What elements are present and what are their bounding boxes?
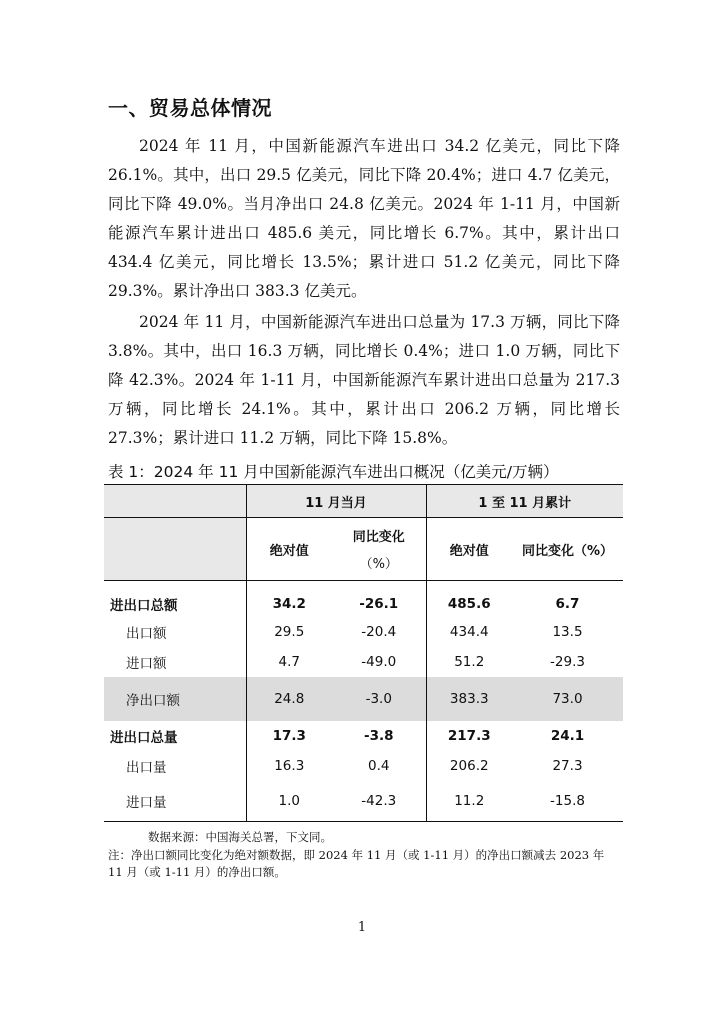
cell-value: 11.2	[426, 781, 512, 822]
table-row	[104, 751, 623, 781]
cell-value: 51.2	[426, 647, 512, 677]
cell-value: 434.4	[426, 617, 512, 647]
table-row	[104, 721, 623, 751]
footnote: 注：净出口额同比变化为绝对额数据，即 2024 年 11 月（或 1-11 月）的净出口额减去 2023 年 11 月（或 1-11 月）的净出口额。	[108, 848, 605, 879]
row-label: 进出口总量	[110, 730, 178, 746]
cell-value: 24.1	[550, 728, 585, 744]
table-row-highlighted	[104, 677, 623, 721]
cell-value: 485.6	[426, 581, 512, 618]
data-source-note: 数据来源：中国海关总署，下文同。	[148, 830, 332, 844]
cell-value: 24.8	[246, 677, 332, 721]
header-cumulative: 1 至 11 月累计	[426, 485, 623, 518]
cell-value: -3.0	[332, 677, 426, 721]
table-sub-header-row	[104, 518, 623, 581]
row-label: 出口量	[126, 760, 167, 776]
cell-value: -3.8	[363, 728, 394, 744]
row-label: 净出口额	[104, 677, 246, 721]
cell-value: 16.3	[246, 751, 332, 781]
table-row	[104, 581, 623, 618]
cell-value: 206.2	[426, 751, 512, 781]
row-label: 进口额	[126, 656, 167, 672]
cell-value: 34.2	[246, 581, 332, 618]
table-corner-cell-lower	[104, 518, 246, 581]
cell-value: 217.3	[426, 721, 512, 751]
trade-summary-table	[104, 484, 623, 822]
cell-value: 6.7	[555, 596, 580, 612]
header-yoy-unit: （%）	[359, 557, 398, 572]
cell-value: 29.5	[246, 617, 332, 647]
section-heading: 一、贸易总体情况	[108, 96, 272, 120]
header-yoy-change-cumulative: 同比变化（%）	[512, 518, 623, 581]
cell-value: -49.0	[361, 654, 397, 670]
cell-value: 1.0	[246, 781, 332, 822]
table-caption: 表 1：2024 年 11 月中国新能源汽车进出口概况（亿美元/万辆）	[108, 463, 559, 481]
cell-value: 73.0	[512, 677, 623, 721]
header-november: 11 月当月	[246, 485, 426, 518]
table-row	[104, 647, 623, 677]
table-corner-cell	[104, 485, 246, 518]
page-number: 1	[357, 920, 367, 935]
cell-value: -20.4	[361, 624, 397, 640]
header-abs-value: 绝对值	[246, 518, 332, 581]
cell-value: -42.3	[332, 781, 426, 822]
cell-value: 17.3	[246, 721, 332, 751]
cell-value: 383.3	[426, 677, 512, 721]
cell-value: 4.7	[246, 647, 332, 677]
paragraph-trade-volume: 2024 年 11 月，中国新能源汽车进出口总量为 17.3 万辆，同比下降 3.8%。其中，出口 16.3 万辆，同比增长 0.4%；进口 1.0 万辆，同比下降 42.3%。2024 年 1-11 月，中国新能源汽车累计进出口总量为 217.3 万辆，同比增长 24.1%。其中，累计出口 206.2 万辆，同比增长 27.3%；累计进口 11.2 万辆，同比下降 15.8%。	[108, 313, 620, 447]
header-abs-value-cumulative: 绝对值	[426, 518, 512, 581]
row-label: 出口额	[126, 626, 167, 642]
row-label: 进口量	[104, 781, 246, 822]
cell-value: -29.3	[550, 654, 585, 670]
row-label: 进出口总额	[110, 598, 178, 614]
table-group-header-row	[104, 485, 623, 518]
header-yoy-label: 同比变化	[352, 530, 405, 545]
cell-value: 13.5	[552, 624, 583, 640]
table-row	[104, 617, 623, 647]
cell-value: -26.1	[359, 596, 399, 612]
cell-value: -15.8	[512, 781, 623, 822]
paragraph-trade-value: 2024 年 11 月，中国新能源汽车进出口 34.2 亿美元，同比下降 26.1%。其中，出口 29.5 亿美元，同比下降 20.4%；进口 4.7 亿美元，同比下降 49.0%。当月净出口 24.8 亿美元。2024 年 1-11 月，中国新能源汽车累计进出口 485.6 美元，同比增长 6.7%。其中，累计出口 434.4 亿美元，同比增长 13.5%；累计进口 51.2 亿美元，同比下降 29.3%。累计净出口 383.3 亿美元。	[108, 137, 620, 300]
cell-value: 0.4	[368, 758, 390, 774]
header-yoy-change	[332, 518, 426, 581]
table-row	[104, 781, 623, 822]
cell-value: 27.3	[552, 758, 583, 774]
